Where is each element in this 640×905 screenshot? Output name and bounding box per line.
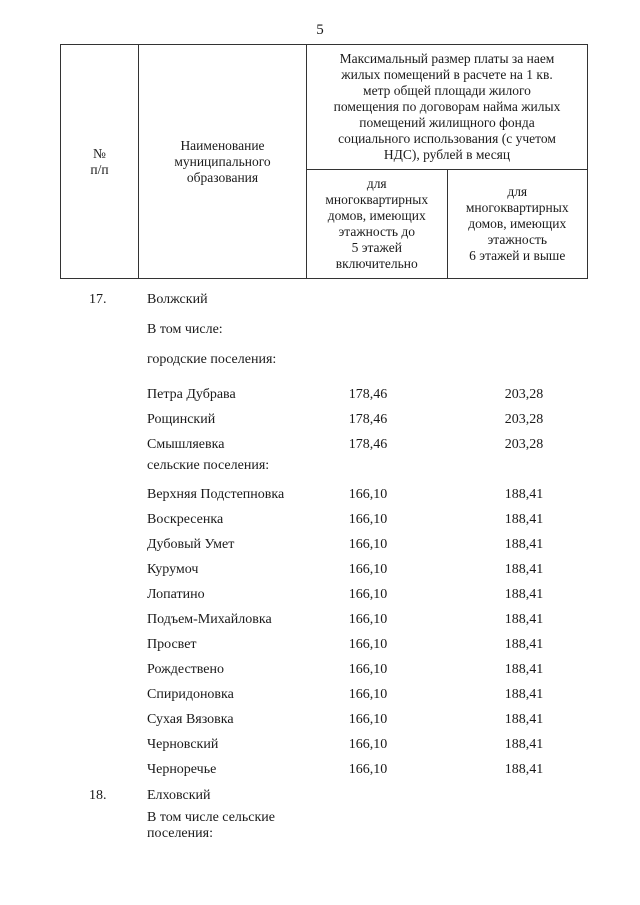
header-subcol2-label: для многоквартирных домов, имеющих этажность 6 этажей и выше (465, 184, 569, 263)
settlement-name: Спиридоновка (147, 687, 234, 702)
value-up-to-5-floors: 166,10 (348, 712, 388, 727)
value-up-to-5-floors: 166,10 (348, 762, 388, 777)
value-up-to-5-floors: 166,10 (348, 562, 388, 577)
settlement-name: Смышляевка (147, 437, 225, 452)
header-name-cell (139, 45, 307, 279)
settlement-name: Просвет (147, 637, 197, 652)
settlement-name: Черноречье (147, 762, 217, 777)
header-num-label: № п/п (90, 145, 109, 177)
value-6-floors-plus: 203,28 (504, 412, 544, 427)
value-6-floors-plus: 203,28 (504, 437, 544, 452)
value-6-floors-plus: 188,41 (504, 737, 544, 752)
header-table (60, 44, 588, 279)
value-up-to-5-floors: 178,46 (348, 437, 388, 452)
section-label: сельские поселения: (147, 458, 270, 473)
value-up-to-5-floors: 166,10 (348, 612, 388, 627)
value-6-floors-plus: 188,41 (504, 587, 544, 602)
region-number: 17. (89, 292, 107, 307)
region-number: 18. (89, 788, 107, 803)
settlement-name: Дубовый Умет (147, 537, 235, 552)
settlement-name: Черновский (147, 737, 219, 752)
header-subcol1-label: для многоквартирных домов, имеющих этажность до 5 этажей включительно (325, 176, 429, 271)
value-up-to-5-floors: 178,46 (348, 387, 388, 402)
header-subcol1-cell (307, 170, 448, 279)
value-6-floors-plus: 188,41 (504, 487, 544, 502)
settlement-name: Сухая Вязовка (147, 712, 234, 727)
settlement-name: Рощинский (147, 412, 216, 427)
header-max-fee-label: Максимальный размер платы за наем жилых помещений в расчете на 1 кв. метр общей площади жилого помещения по договорам найма жилых помещений жилищного фонда социального использования (с учетом НДС), рублей в месяц (333, 51, 561, 162)
header-max-fee-cell (307, 45, 588, 170)
settlement-name: Петра Дубрава (147, 387, 236, 402)
settlement-name: Рождествено (147, 662, 225, 677)
value-up-to-5-floors: 166,10 (348, 662, 388, 677)
value-up-to-5-floors: 178,46 (348, 412, 388, 427)
header-num-cell (61, 45, 139, 279)
value-6-floors-plus: 188,41 (504, 687, 544, 702)
settlement-name: Курумоч (147, 562, 199, 577)
section-label: В том числе: (147, 322, 223, 337)
settlement-name: Воскресенка (147, 512, 224, 527)
value-6-floors-plus: 188,41 (504, 612, 544, 627)
value-up-to-5-floors: 166,10 (348, 737, 388, 752)
value-up-to-5-floors: 166,10 (348, 512, 388, 527)
value-up-to-5-floors: 166,10 (348, 487, 388, 502)
header-subcol2-cell (447, 170, 588, 279)
value-6-floors-plus: 188,41 (504, 562, 544, 577)
value-up-to-5-floors: 166,10 (348, 587, 388, 602)
value-6-floors-plus: 203,28 (504, 387, 544, 402)
settlement-name: Верхняя Подстепновка (147, 487, 285, 502)
value-6-floors-plus: 188,41 (504, 512, 544, 527)
settlement-name: Подъем-Михайловка (147, 612, 272, 627)
value-up-to-5-floors: 166,10 (348, 687, 388, 702)
value-6-floors-plus: 188,41 (504, 537, 544, 552)
value-6-floors-plus: 188,41 (504, 762, 544, 777)
page-number: 5 (316, 22, 324, 38)
value-6-floors-plus: 188,41 (504, 712, 544, 727)
region-name: Волжский (147, 292, 208, 307)
value-6-floors-plus: 188,41 (504, 662, 544, 677)
section-label: В том числе сельские поселения: (147, 810, 276, 841)
settlement-name: Лопатино (147, 587, 205, 602)
value-up-to-5-floors: 166,10 (348, 637, 388, 652)
value-up-to-5-floors: 166,10 (348, 537, 388, 552)
region-name: Елховский (147, 788, 211, 803)
value-6-floors-plus: 188,41 (504, 637, 544, 652)
section-label: городские поселения: (147, 352, 277, 367)
header-name-label: Наименование муниципального образования (174, 137, 271, 185)
